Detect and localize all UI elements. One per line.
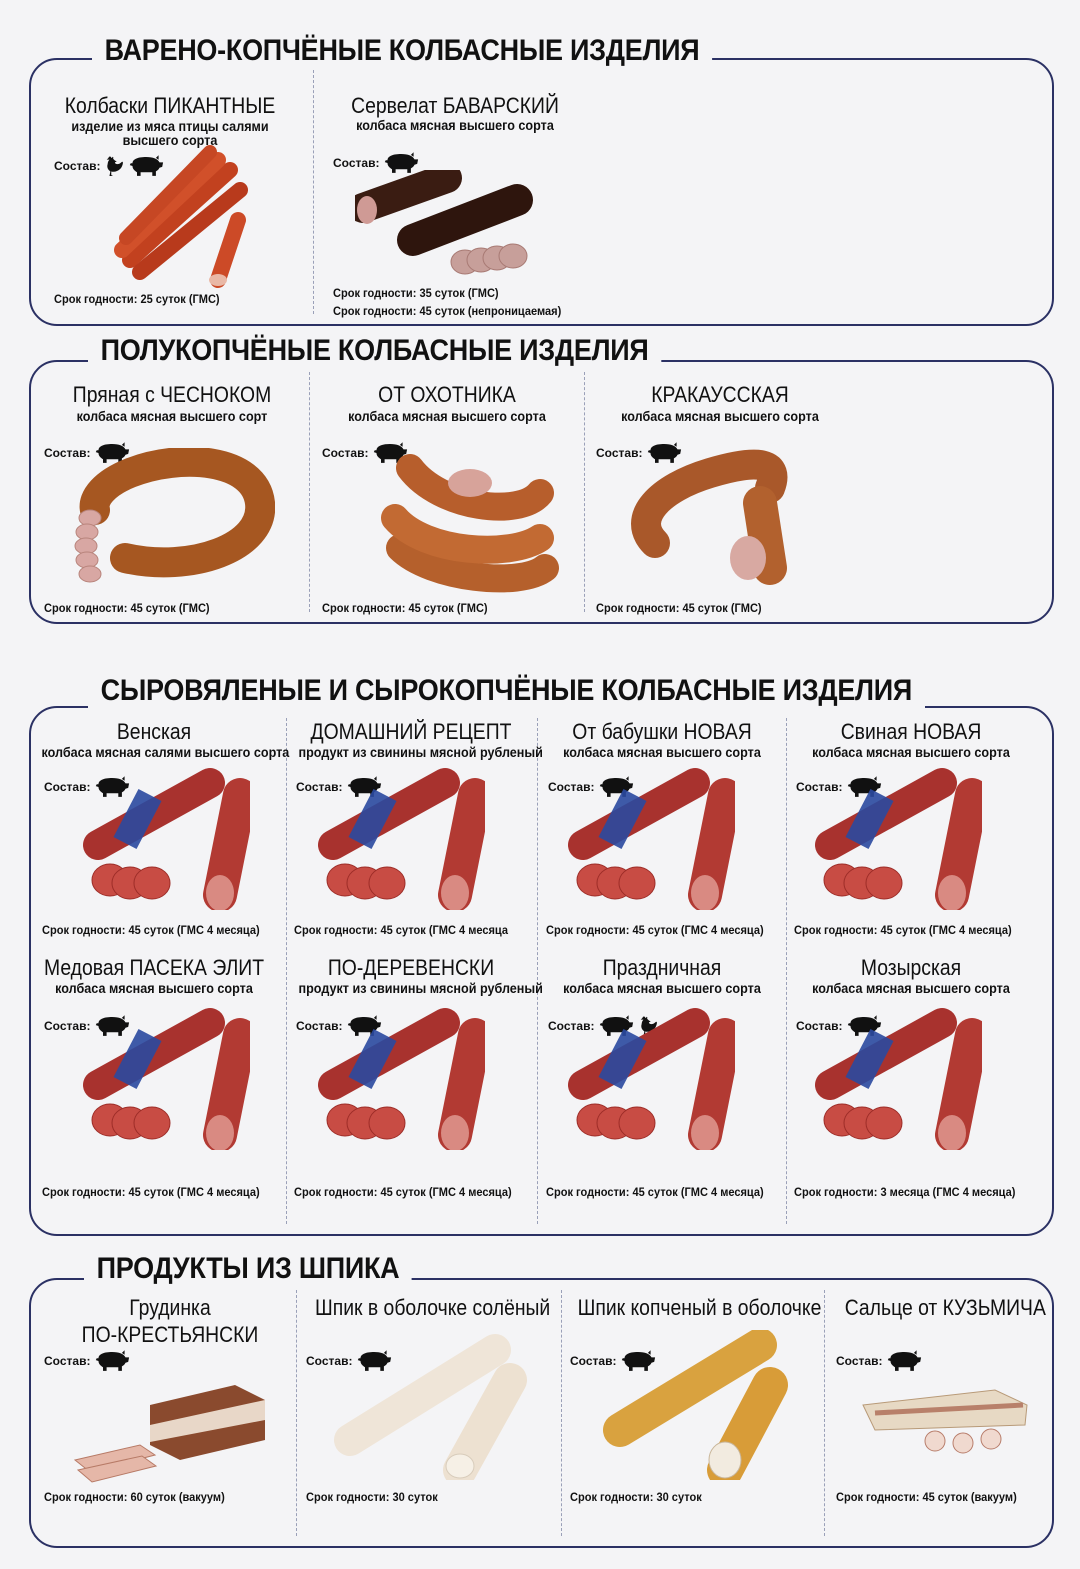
product-subtitle: колбаса мясная высшего сорта <box>348 408 546 424</box>
composition-text: Состав: <box>306 1354 353 1368</box>
salami-image <box>80 765 250 910</box>
divider <box>296 1290 297 1536</box>
composition-text: Состав: <box>548 780 595 794</box>
product-name: От бабушки НОВАЯ <box>572 719 752 744</box>
product-name: Медовая ПАСЕКА ЭЛИТ <box>44 955 265 980</box>
product-subtitle: продукт из свинины мясной рубленый <box>298 744 543 760</box>
composition-text: Состав: <box>333 156 380 170</box>
salami-image <box>565 1005 735 1150</box>
product-name: Грудинка <box>129 1295 211 1320</box>
shelf-life: Срок годности: 30 суток <box>306 1490 438 1504</box>
shelf-life: Срок годности: 45 суток (ГМС 4 месяца) <box>794 923 1012 937</box>
product-name: Свиная НОВАЯ <box>840 719 982 744</box>
product-name: Колбаски ПИКАНТНЫЕ <box>64 93 276 118</box>
composition-text: Состав: <box>44 1354 91 1368</box>
composition-text: Состав: <box>44 1019 91 1033</box>
divider <box>561 1290 562 1536</box>
salami-image <box>315 765 485 910</box>
product-name: Шпик копченый в оболочке <box>577 1295 822 1320</box>
shelf-life: Срок годности: 45 суток (ГМС 4 месяца) <box>546 1185 764 1199</box>
divider <box>537 718 538 1224</box>
lard-image <box>600 1330 800 1480</box>
composition-text: Состав: <box>596 446 643 460</box>
salami-image <box>565 765 735 910</box>
sausage-image <box>70 448 275 588</box>
composition-text: Состав: <box>54 159 101 173</box>
product-name: Сервелат БАВАРСКИЙ <box>351 93 559 118</box>
composition-text: Состав: <box>296 780 343 794</box>
lard-image <box>855 1375 1035 1455</box>
composition-text: Состав: <box>836 1354 883 1368</box>
product-name: Пряная с ЧЕСНОКОМ <box>72 382 272 407</box>
product-subtitle: колбаса мясная высшего сорта <box>812 744 1010 760</box>
product-name: Шпик в оболочке солёный <box>315 1295 551 1320</box>
composition-text: Состав: <box>570 1354 617 1368</box>
product-name: ПО-ДЕРЕВЕНСКИ <box>327 955 495 980</box>
divider <box>824 1290 825 1536</box>
shelf-life: Срок годности: 25 суток (ГМС) <box>54 292 220 306</box>
product-subtitle: колбаса мясная высшего сорта <box>563 744 761 760</box>
product-subtitle: высшего сорта <box>122 132 218 148</box>
shelf-life: Срок годности: 60 суток (вакуум) <box>44 1490 225 1504</box>
shelf-life: Срок годности: 45 суток (ГМС 4 месяца) <box>42 1185 260 1199</box>
product-name: ПО-КРЕСТЬЯНСКИ <box>81 1322 259 1347</box>
composition-text: Состав: <box>548 1019 595 1033</box>
section-title: ВАРЕНО-КОПЧЁНЫЕ КОЛБАСНЫЕ ИЗДЕЛИЯ <box>92 34 712 68</box>
section-title: ПОЛУКОПЧЁНЫЕ КОЛБАСНЫЕ ИЗДЕЛИЯ <box>88 334 661 368</box>
product-subtitle: колбаса мясная высшего сорта <box>55 980 253 996</box>
lard-image <box>70 1380 270 1485</box>
divider <box>309 372 310 612</box>
product-name: Мозырская <box>860 955 962 980</box>
sausage-image <box>620 448 800 588</box>
shelf-life: Срок годности: 45 суток (ГМС 4 месяца <box>294 923 509 937</box>
salami-image <box>80 1005 250 1150</box>
product-subtitle: продукт из свинины мясной рубленый <box>298 980 543 996</box>
product-subtitle: колбаса мясная высшего сорта <box>356 117 554 133</box>
product-subtitle: колбаса мясная высшего сорта <box>812 980 1010 996</box>
salami-image <box>812 1005 982 1150</box>
section-title: ПРОДУКТЫ ИЗ ШПИКА <box>84 1252 412 1286</box>
product-name: Сальце от КУЗЬМИЧА <box>844 1295 1046 1320</box>
composition-text: Состав: <box>296 1019 343 1033</box>
divider <box>313 70 314 314</box>
section-title: СЫРОВЯЛЕНЫЕ И СЫРОКОПЧЁНЫЕ КОЛБАСНЫЕ ИЗДЕЛИЯ <box>88 674 925 708</box>
shelf-life: Срок годности: 45 суток (ГМС) <box>596 601 762 615</box>
sausage-image <box>355 170 535 285</box>
shelf-life: Срок годности: 45 суток (вакуум) <box>836 1490 1017 1504</box>
salami-image <box>812 765 982 910</box>
divider <box>286 718 287 1224</box>
composition-text: Состав: <box>796 1019 843 1033</box>
product-subtitle: колбаса мясная высшего сорт <box>76 408 268 424</box>
composition-text: Состав: <box>796 780 843 794</box>
shelf-life: Срок годности: 45 суток (ГМС 4 месяца) <box>546 923 764 937</box>
divider <box>786 718 787 1224</box>
sausage-image <box>100 130 260 290</box>
divider <box>584 372 585 612</box>
product-name: Праздничная <box>602 955 722 980</box>
shelf-life: Срок годности: 35 суток (ГМС) <box>333 286 499 300</box>
product-name: ОТ ОХОТНИКА <box>378 382 516 407</box>
product-subtitle: колбаса мясная салями высшего сорта <box>41 744 290 760</box>
shelf-life: Срок годности: 3 месяца (ГМС 4 месяца) <box>794 1185 1016 1199</box>
pig-icon <box>94 1350 130 1372</box>
product-name: ДОМАШНИЙ РЕЦЕПТ <box>310 719 512 744</box>
shelf-life: Срок годности: 45 суток (ГМС 4 месяца) <box>294 1185 512 1199</box>
pig-icon <box>886 1350 922 1372</box>
shelf-life: Срок годности: 45 суток (ГМС) <box>322 601 488 615</box>
shelf-life: Срок годности: 45 суток (ГМС) <box>44 601 210 615</box>
salami-image <box>315 1005 485 1150</box>
product-name: КРАКАУССКАЯ <box>651 382 789 407</box>
shelf-life-secondary: Срок годности: 45 суток (непроницаемая) <box>333 304 562 318</box>
composition-text: Состав: <box>44 446 91 460</box>
shelf-life: Срок годности: 30 суток <box>570 1490 702 1504</box>
sausage-image <box>380 448 560 598</box>
product-subtitle: колбаса мясная высшего сорта <box>563 980 761 996</box>
shelf-life: Срок годности: 45 суток (ГМС 4 месяца) <box>42 923 260 937</box>
lard-image <box>330 1330 530 1480</box>
product-subtitle: колбаса мясная высшего сорта <box>621 408 819 424</box>
composition-label <box>836 1350 922 1372</box>
product-subtitle: изделие из мяса птицы салями <box>71 118 269 134</box>
composition-text: Состав: <box>322 446 369 460</box>
composition-text: Состав: <box>44 780 91 794</box>
composition-label <box>44 1350 130 1372</box>
product-name: Венская <box>116 719 192 744</box>
